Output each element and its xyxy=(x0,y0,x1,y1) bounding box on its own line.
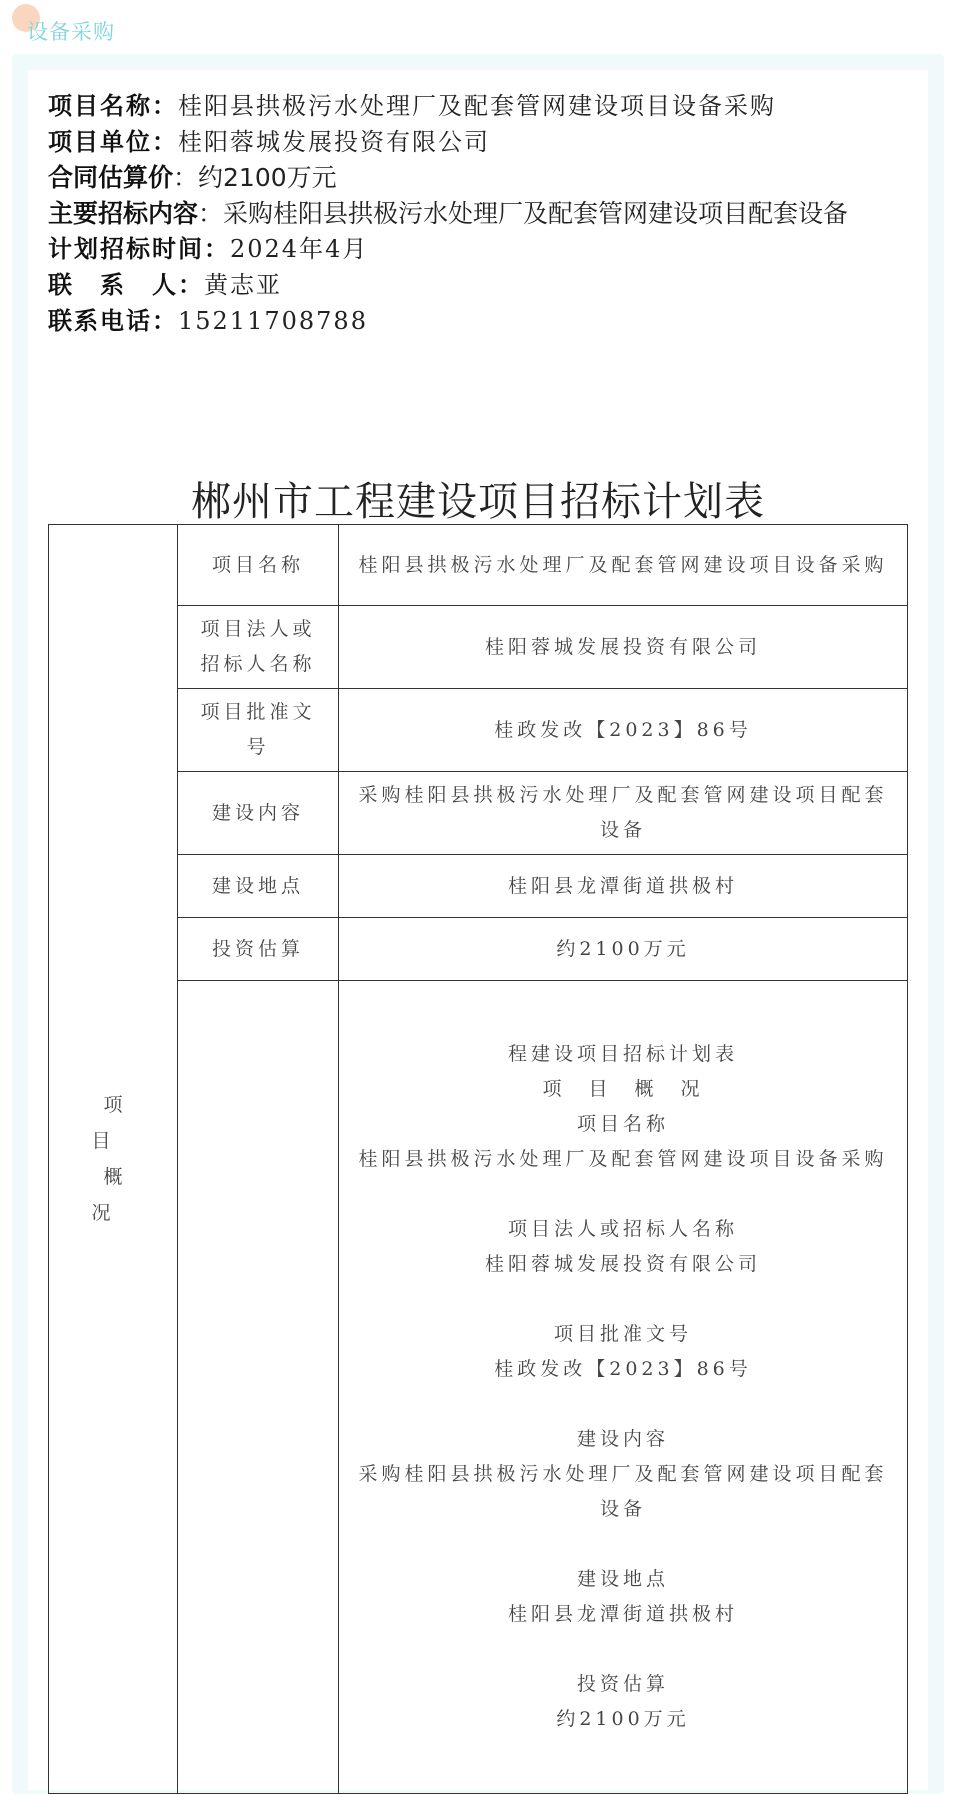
overview-location-value: 桂阳县龙潭街道拱极村 xyxy=(507,1603,738,1625)
project-unit-value: 桂阳蓉城发展投资有限公司 xyxy=(178,128,490,156)
row-value-project-name: 桂阳县拱极污水处理厂及配套管网建设项目设备采购 xyxy=(339,525,908,606)
table-row xyxy=(49,689,908,772)
overview-invest-value: 约2100万元 xyxy=(556,1708,690,1730)
contact-person-label: 联 系 人： xyxy=(48,270,204,299)
project-unit-label: 项目单位： xyxy=(48,127,178,156)
overview-gap xyxy=(353,1387,893,1422)
row-label-overview-empty xyxy=(178,981,339,1794)
plan-table-title: 郴州市工程建设项目招标计划表 xyxy=(191,479,765,525)
contract-price-value: ：约2100万元 xyxy=(173,163,337,192)
table-row xyxy=(49,855,908,918)
row-label-project-name: 项目名称 xyxy=(178,525,339,606)
overview-name-label: 项目名称 xyxy=(576,1113,669,1135)
table-row xyxy=(49,981,908,1794)
project-unit-line xyxy=(48,124,908,160)
contact-person-value: 黄志亚 xyxy=(204,271,282,299)
project-info-block xyxy=(48,88,908,339)
side-label-line1: 项目 xyxy=(91,1094,147,1152)
tender-time-label: 计划招标时间： xyxy=(48,234,230,263)
row-value-location: 桂阳县龙潭街道拱极村 xyxy=(339,855,908,918)
tender-time-line xyxy=(48,231,908,267)
overview-content-value: 采购桂阳县拱极污水处理厂及配套管网建设项目配套设备 xyxy=(358,1463,888,1520)
overview-line1: 程建设项目招标计划表 xyxy=(507,1043,738,1065)
overview-invest-label: 投资估算 xyxy=(576,1673,669,1695)
row-label-content: 建设内容 xyxy=(178,772,339,855)
row-value-approval: 桂政发改【2023】86号 xyxy=(339,689,908,772)
row-value-content: 采购桂阳县拱极污水处理厂及配套管网建设项目配套设备 xyxy=(339,772,908,855)
row-label-owner: 项目法人或招标人名称 xyxy=(178,606,339,689)
overview-gap xyxy=(353,1282,893,1317)
project-name-value: 桂阳县拱极污水处理厂及配套管网建设项目设备采购 xyxy=(178,92,776,120)
contact-person-line xyxy=(48,267,908,303)
project-name-line xyxy=(48,88,908,124)
tender-time-value: 2024年4月 xyxy=(230,235,369,263)
overview-line2: 项 目 概 况 xyxy=(542,1078,704,1100)
category-label: 设备采购 xyxy=(27,20,115,44)
overview-approval-label: 项目批准文号 xyxy=(553,1323,692,1345)
table-row xyxy=(49,918,908,981)
contact-phone-line xyxy=(48,303,908,339)
overview-owner-value: 桂阳蓉城发展投资有限公司 xyxy=(484,1253,761,1275)
overview-detail-cell xyxy=(339,981,908,1794)
overview-gap xyxy=(353,1177,893,1212)
tender-content-label: 主要招标内容 xyxy=(48,199,199,228)
overview-gap xyxy=(353,1632,893,1667)
side-label-line2: 概况 xyxy=(91,1166,147,1224)
overview-location-label: 建设地点 xyxy=(576,1568,669,1590)
row-label-location: 建设地点 xyxy=(178,855,339,918)
row-value-owner: 桂阳蓉城发展投资有限公司 xyxy=(339,606,908,689)
overview-content-label: 建设内容 xyxy=(576,1428,669,1450)
table-row xyxy=(49,772,908,855)
row-label-investment: 投资估算 xyxy=(178,918,339,981)
project-name-label: 项目名称： xyxy=(48,91,178,120)
overview-gap xyxy=(353,1527,893,1562)
row-label-approval: 项目批准文号 xyxy=(178,689,339,772)
tender-plan-table xyxy=(48,524,908,1794)
table-row xyxy=(49,606,908,689)
contract-price-line xyxy=(48,160,908,196)
contact-phone-value: 15211708788 xyxy=(178,307,368,335)
contact-phone-label: 联系电话： xyxy=(48,306,178,335)
overview-name-value: 桂阳县拱极污水处理厂及配套管网建设项目设备采购 xyxy=(358,1148,888,1170)
overview-owner-label: 项目法人或招标人名称 xyxy=(507,1218,738,1240)
table-row xyxy=(49,525,908,606)
project-overview-side-label xyxy=(49,525,178,1794)
overview-approval-value: 桂政发改【2023】86号 xyxy=(494,1358,752,1380)
contract-price-label: 合同估算价 xyxy=(48,163,174,192)
tender-content-line xyxy=(48,196,908,231)
tender-content-value: ：采购桂阳县拱极污水处理厂及配套管网建设项目配套设备 xyxy=(198,199,849,228)
row-value-investment: 约2100万元 xyxy=(339,918,908,981)
